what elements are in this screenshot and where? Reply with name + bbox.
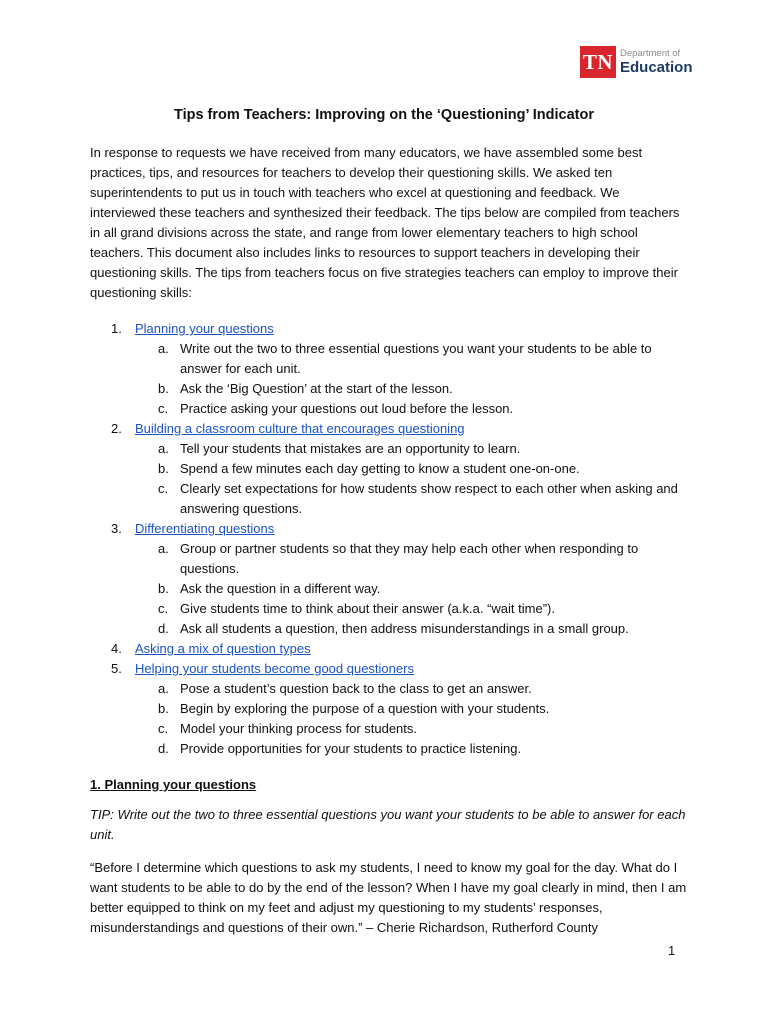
tip-text: Clearly set expectations for how students show respect to each other when asking and answering questions. xyxy=(180,481,678,516)
tip-item xyxy=(135,619,688,639)
tip-item xyxy=(135,459,688,479)
tip-item xyxy=(135,599,688,619)
tip-list xyxy=(135,679,688,759)
tip-letter: c. xyxy=(158,721,169,736)
tip-letter: b. xyxy=(158,581,169,596)
tip-letter: b. xyxy=(158,381,169,396)
tip-text: Pose a student’s question back to the class to get an answer. xyxy=(180,681,532,696)
tip-text: Ask the ‘Big Question’ at the start of the lesson. xyxy=(180,381,453,396)
tip-item xyxy=(135,439,688,459)
tip-item xyxy=(135,379,688,399)
tip-letter: a. xyxy=(158,541,169,556)
intro-paragraph: In response to requests we have received from many educators, we have assembled some best practices, tips, and resources for teachers to develop their questioning skills. We asked ten superintendents to put us in touch with teachers who excel at questioning and feedback. We interviewed these teachers and synthesized their feedback. The tips below are compiled from teachers in all grand divisions across the state, and range from lower elementary teachers to high school teachers. This document also includes links to resources to support teachers in developing their questioning skills. The tips from teachers focus on five strategies teachers can employ to improve their questioning skills: xyxy=(90,145,680,300)
strategy-number: 1. xyxy=(111,321,122,336)
strategy-number: 4. xyxy=(111,641,122,656)
tip-letter: c. xyxy=(158,481,169,496)
tip-letter: a. xyxy=(158,681,169,696)
document-body xyxy=(90,143,688,938)
tip-text: Give students time to think about their answer (a.k.a. “wait time”). xyxy=(180,601,555,616)
logo-text xyxy=(620,49,693,76)
tip-list xyxy=(135,439,688,519)
tip-text: Write out the two to three essential questions you want your students to be able to answer for each unit. xyxy=(180,341,652,376)
tip-item xyxy=(135,399,688,419)
tip-text: Ask the question in a different way. xyxy=(180,581,381,596)
tip-letter: b. xyxy=(158,461,169,476)
strategy-item xyxy=(90,419,688,519)
logo-education: Education xyxy=(620,59,693,77)
tip-text: Model your thinking process for students. xyxy=(180,721,418,736)
tip-text: Spend a few minutes each day getting to know a student one-on-one. xyxy=(180,461,580,476)
tip-letter: b. xyxy=(158,701,169,716)
strategy-item xyxy=(90,319,688,419)
tip-letter: c. xyxy=(158,601,169,616)
tip-item xyxy=(135,679,688,699)
tip-text: Practice asking your questions out loud before the lesson. xyxy=(180,401,514,416)
strategy-list xyxy=(90,319,688,759)
tip-letter: a. xyxy=(158,441,169,456)
tn-badge: TN xyxy=(580,46,616,78)
tip-letter: c. xyxy=(158,401,169,416)
strategy-item xyxy=(90,519,688,639)
strategy-number: 5. xyxy=(111,661,122,676)
strategy-number: 2. xyxy=(111,421,122,436)
tip-text: Provide opportunities for your students to practice listening. xyxy=(180,741,522,756)
teacher-quote: “Before I determine which questions to ask my students, I need to know my goal for the day. What do I want students to be able to do by the end of the lesson? When I have my goal clearly in mind, then I am better equipped to think on my feet and adjust my questioning to my students’ responses, misunderstandings and questions of their own.” – Cherie Richardson, Rutherford County xyxy=(90,860,687,935)
strategy-number: 3. xyxy=(111,521,122,536)
tip-list xyxy=(135,539,688,639)
tip-item xyxy=(135,479,688,519)
document-title: Tips from Teachers: Improving on the ‘Questioning’ Indicator xyxy=(173,107,594,123)
tn-education-logo xyxy=(580,46,693,78)
tip-text: Ask all students a question, then address misunderstandings in a small group. xyxy=(180,621,629,636)
tip-text: Tell your students that mistakes are an opportunity to learn. xyxy=(180,441,521,456)
tip-item xyxy=(135,699,688,719)
page-number: 1 xyxy=(668,943,676,958)
tip-item xyxy=(135,339,688,379)
strategy-link[interactable]: Asking a mix of question types xyxy=(135,641,311,656)
tip-letter: d. xyxy=(158,741,169,756)
strategy-link[interactable]: Planning your questions xyxy=(135,321,274,336)
logo-department: Department of xyxy=(620,47,681,59)
tip-list xyxy=(135,339,688,419)
strategy-link[interactable]: Differentiating questions xyxy=(135,521,275,536)
tip-item xyxy=(135,739,688,759)
tip-letter: d. xyxy=(158,621,169,636)
strategy-link[interactable]: Helping your students become good questioners xyxy=(135,661,414,676)
strategy-item xyxy=(90,639,688,659)
tip-text: Group or partner students so that they may help each other when responding to questions. xyxy=(180,541,639,576)
section-heading: 1. Planning your questions xyxy=(90,777,257,792)
tip-letter: a. xyxy=(158,341,169,356)
tip-text: TIP: Write out the two to three essential questions you want your students to be able to answer for each unit. xyxy=(90,807,686,842)
tip-text: Begin by exploring the purpose of a question with your students. xyxy=(180,701,550,716)
tip-item xyxy=(135,539,688,579)
tip-item xyxy=(135,579,688,599)
tip-item xyxy=(135,719,688,739)
strategy-link[interactable]: Building a classroom culture that encourages questioning xyxy=(135,421,465,436)
strategy-item xyxy=(90,659,688,759)
